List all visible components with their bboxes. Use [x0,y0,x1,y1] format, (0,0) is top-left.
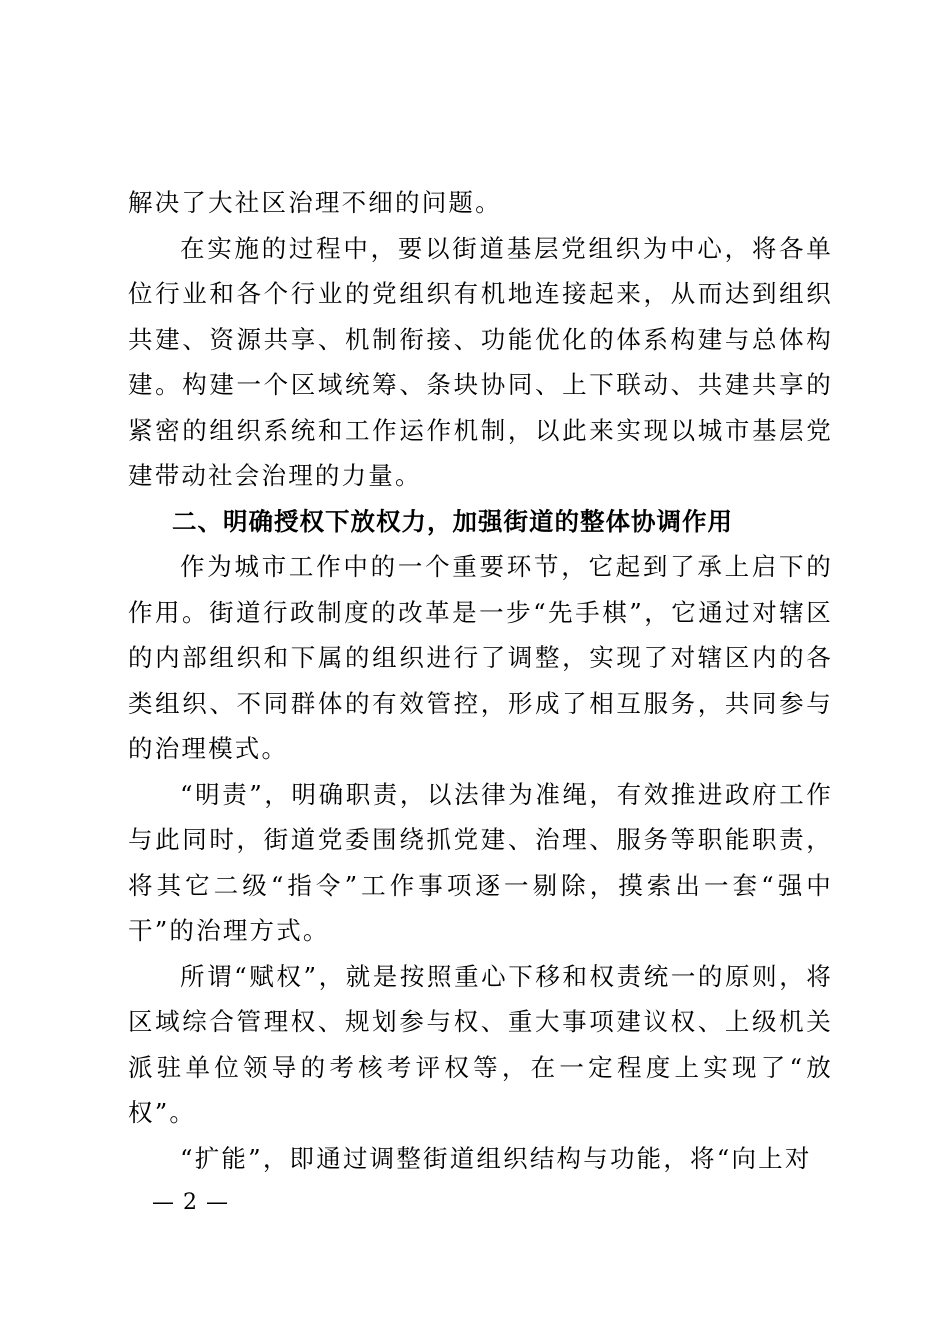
paragraph-implementation: 在实施的过程中，要以街道基层党组织为中心，将各单位行业和各个行业的党组织有机地连接起来，从而达到组织共建、资源共享、机制衔接、功能优化的体系构建与总体构建。构建一个区域统筹、条块协同、上下联动、共建共享的紧密的组织系统和工作运作机制，以此来实现以城市基层党建带动社会治理的力量。 [128,233,833,490]
paragraph-street-reform: 作为城市工作中的一个重要环节，它起到了承上启下的作用。街道行政制度的改革是一步“先手棋”，它通过对辖区的内部组织和下属的组织进行了调整，实现了对辖区内的各类组织、不同群体的有效管控，形成了相互服务，共同参与的治理模式。 [128,552,833,763]
page-number: — 2 — [152,1190,229,1215]
paragraph-continuation: 解决了大社区治理不细的问题。 [128,188,502,217]
section-heading: 二、明确授权下放权力，加强街道的整体协调作用 [172,506,733,536]
document-body [128,180,833,1181]
paragraph-clarify-duties: “明责”，明确职责，以法律为准绳，有效推进政府工作与此同时，街道党委围绕抓党建、治理、服务等职能职责，将其它二级“指令”工作事项逐一剔除，摸索出一套“强中干”的治理方式。 [128,779,833,945]
paragraph-empowerment: 所谓“赋权”，就是按照重心下移和权责统一的原则，将区域综合管理权、规划参与权、重大事项建议权、上级机关派驻单位领导的考核考评权等，在一定程度上实现了“放权”。 [128,961,833,1127]
paragraph-expand-capacity: “扩能”，即通过调整街道组织结构与功能，将“向上对 [180,1143,812,1173]
